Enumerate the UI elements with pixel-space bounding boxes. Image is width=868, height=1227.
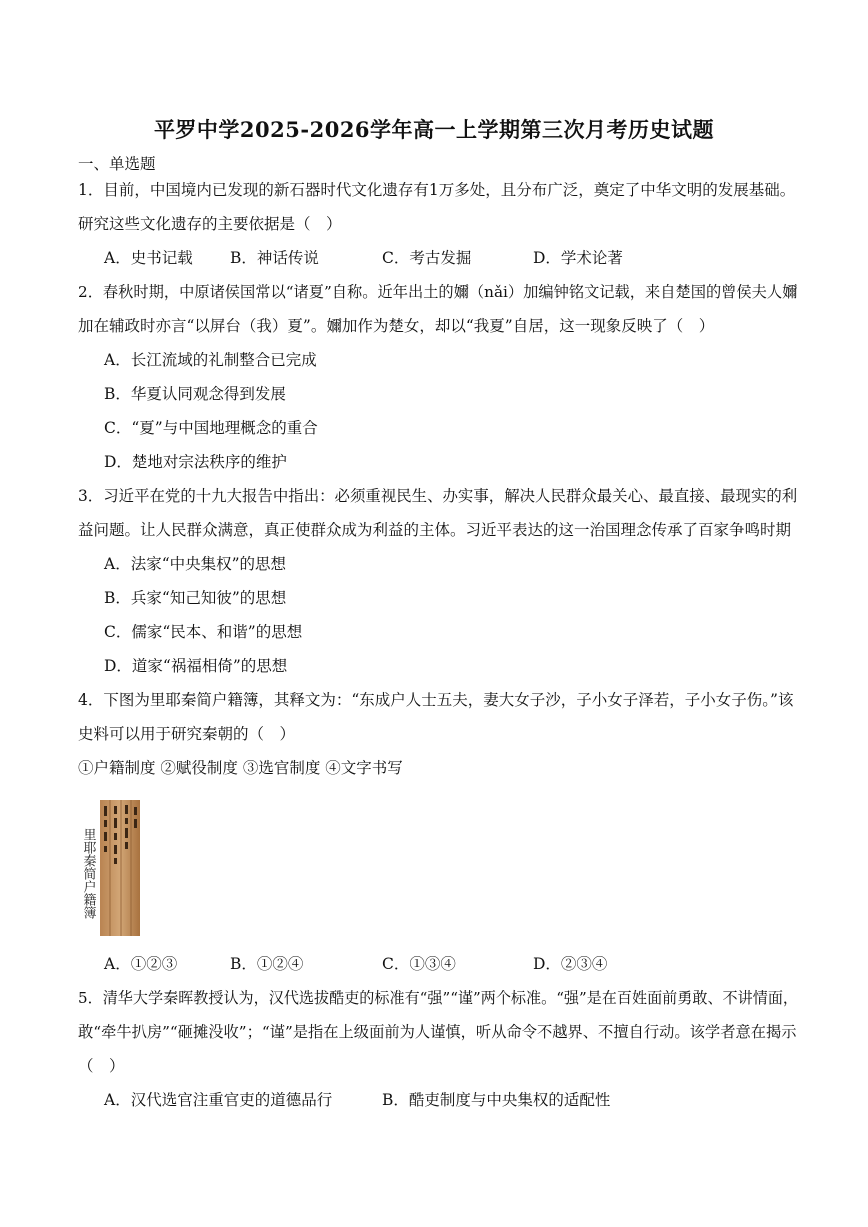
- section-heading: 一、单选题: [78, 155, 156, 173]
- q1-option-c: C．考古发掘: [382, 249, 472, 267]
- question-1-text: 研究这些文化遗存的主要依据是（ ）: [78, 215, 342, 233]
- q3-option-c: C．儒家“民本、和谐”的思想: [104, 623, 303, 641]
- q1-option-b: B．神话传说: [230, 249, 319, 267]
- image-caption: 里耶秦简户籍簿: [80, 828, 96, 919]
- question-3-text: 益问题。让人民群众满意，真正使群众成为利益的主体。习近平表达的这一治国理念传承了百家争鸣时期: [78, 521, 792, 539]
- q1-option-a: A．史书记载: [104, 249, 193, 267]
- q4-option-d: D．②③④: [533, 955, 608, 973]
- q4-option-a: A．①②③: [104, 955, 178, 973]
- question-4-items: ①户籍制度 ②赋役制度 ③选官制度 ④文字书写: [78, 759, 403, 777]
- q2-option-d: D．楚地对宗法秩序的维护: [104, 453, 287, 471]
- q2-option-a: A．长江流域的礼制整合已完成: [104, 351, 317, 369]
- q5-option-b: B．酷吏制度与中央集权的适配性: [382, 1091, 611, 1109]
- q3-option-a: A．法家“中央集权”的思想: [104, 555, 287, 573]
- q2-option-c: C．“夏”与中国地理概念的重合: [104, 419, 318, 437]
- q1-option-d: D．学术论著: [533, 249, 623, 267]
- qin-bamboo-slip-image: [80, 800, 142, 936]
- page-title: 平罗中学2025-2026学年高一上学期第三次月考历史试题: [153, 117, 715, 142]
- question-4-text: 4．下图为里耶秦简户籍簿，其释文为：“东成户人士五夫，妻大女子沙，子小女子泽若，子小女子伤。”该: [78, 691, 794, 709]
- question-1-text: 1．目前，中国境内已发现的新石器时代文化遗存有1万多处，且分布广泛，奠定了中华文明的发展基础。: [78, 181, 796, 199]
- question-2-text: 2．春秋时期，中原诸侯国常以“诸夏”自称。近年出土的嬭（nǎi）加编钟铭文记载，来自楚国的曾侯夫人嬭: [78, 283, 798, 301]
- q4-option-c: C．①③④: [382, 955, 456, 973]
- question-3-text: 3．习近平在党的十九大报告中指出：必须重视民生、办实事，解决人民群众最关心、最直接、最现实的利: [78, 487, 798, 505]
- q5-option-a: A．汉代选官注重官吏的道德品行: [104, 1091, 333, 1109]
- q2-option-b: B．华夏认同观念得到发展: [104, 385, 286, 403]
- question-5-text: 敢“牵牛扒房”“砸摊没收”；“谨”是指在上级面前为人谨慎，听从命令不越界、不擅自行动。该学者意在揭示: [78, 1023, 797, 1041]
- question-4-text: 史料可以用于研究秦朝的（ ）: [78, 725, 296, 743]
- q3-option-d: D．道家“祸福相倚”的思想: [104, 657, 288, 675]
- q3-option-b: B．兵家“知己知彼”的思想: [104, 589, 287, 607]
- question-5-text: 5．清华大学秦晖教授认为，汉代选拔酷吏的标准有“强”“谨”两个标准。“强”是在百姓面前勇敢、不讲情面，: [78, 989, 799, 1007]
- question-5-text: （ ）: [78, 1057, 125, 1075]
- question-2-text: 加在辅政时亦言“以屏台（我）夏”。嬭加作为楚女，却以“我夏”自居，这一现象反映了（ ）: [78, 317, 715, 335]
- q4-option-b: B．①②④: [230, 955, 304, 973]
